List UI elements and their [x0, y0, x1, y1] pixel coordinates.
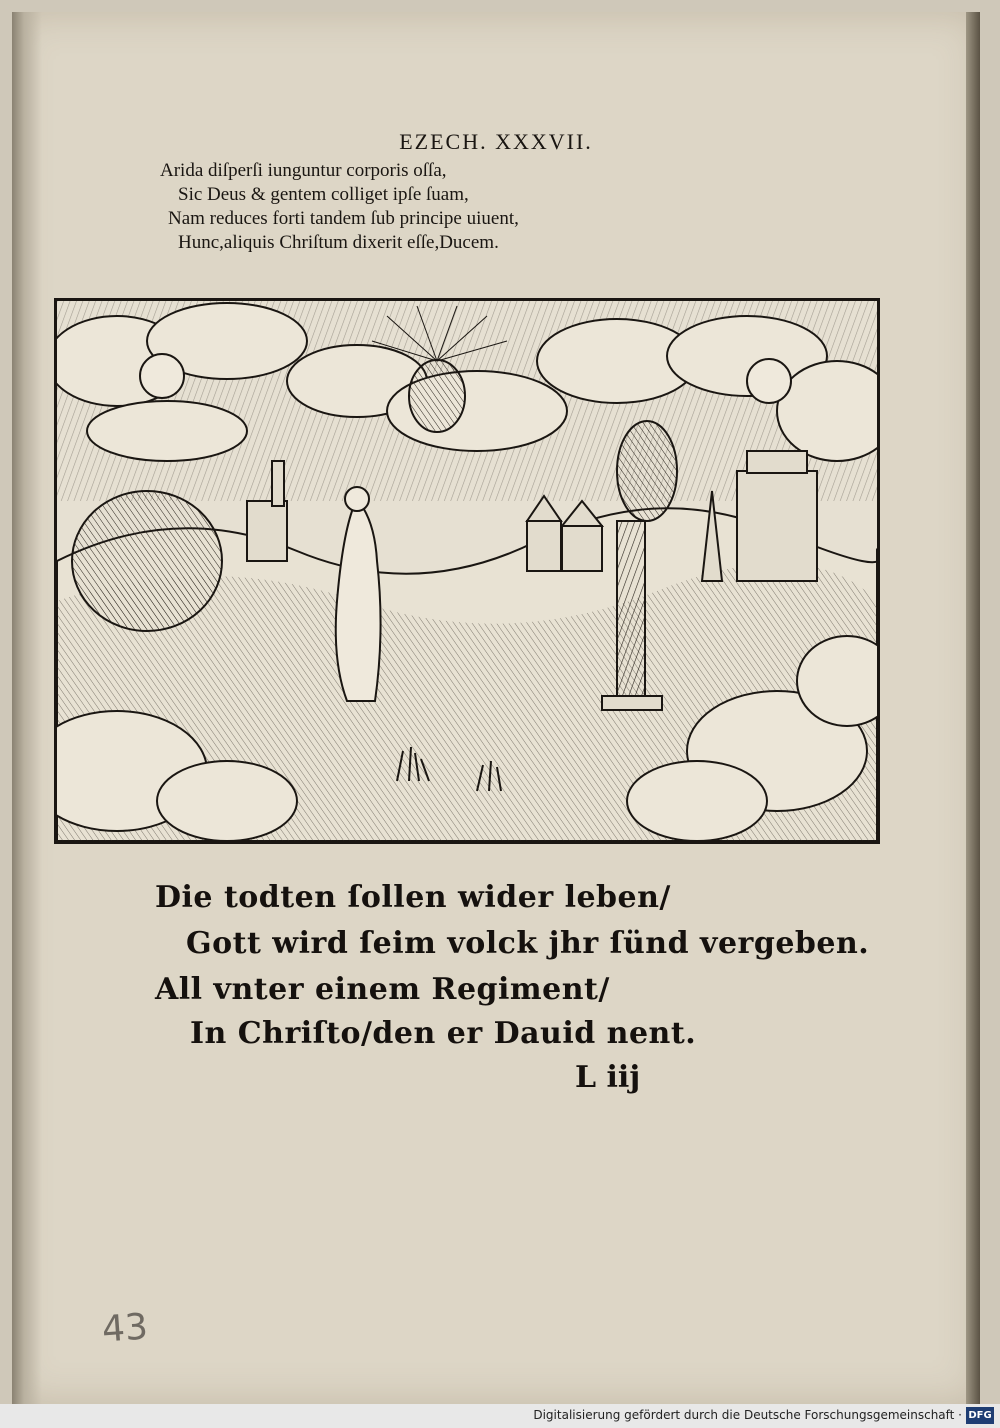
dfg-logo: DFG: [966, 1407, 994, 1424]
signature-mark: L iij: [575, 1060, 641, 1095]
woodcut-illustration: [54, 298, 880, 844]
latin-line-1: Arida diſperſi iunguntur corporis oſſa,: [160, 160, 447, 181]
latin-line-3: Nam reduces forti tandem ſub principe uiuent,: [168, 208, 519, 229]
woodcut-image: [57, 301, 877, 841]
latin-line-2: Sic Deus & gentem colliget ipſe ſuam,: [178, 184, 469, 205]
german-line-1: Die todten ſollen wider leben/: [155, 880, 671, 915]
german-line-3: All vnter einem Regiment/: [155, 972, 610, 1007]
page-gutter: [12, 12, 42, 1404]
chapter-heading: EZECH. XXXVII.: [399, 129, 593, 154]
handwritten-page-number: 43: [100, 1306, 150, 1351]
book-page: [12, 12, 980, 1404]
german-line-2: Gott wird ſeim volck jhr ſünd vergeben.: [186, 926, 870, 961]
footer-credit: Digitalisierung gefördert durch die Deutsche Forschungsgemeinschaft ·: [533, 1408, 962, 1422]
page-edge: [966, 12, 980, 1404]
footer-bar: [0, 1404, 1000, 1428]
german-line-4: In Chriſto/den er Dauid nent.: [190, 1016, 697, 1051]
latin-line-4: Hunc,aliquis Chriſtum dixerit eſſe,Ducem.: [178, 232, 499, 253]
